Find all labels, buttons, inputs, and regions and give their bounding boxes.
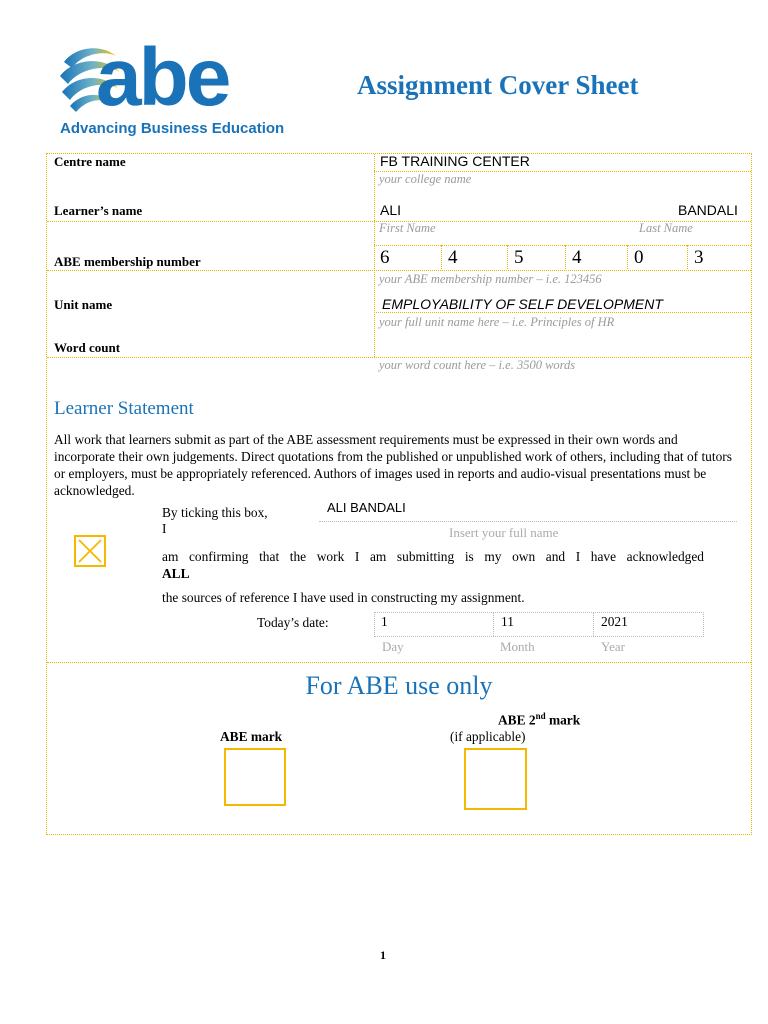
abe-second-mark-suffix: mark [545, 712, 581, 728]
confirm-text: am confirming that the work I am submitting is my own and I have acknowledged [162, 549, 704, 564]
membership-digit[interactable]: 4 [565, 245, 627, 269]
form-table [46, 153, 752, 835]
date-divider [493, 613, 494, 636]
abe-mark-label: ABE mark [220, 729, 283, 744]
row-divider [374, 312, 751, 313]
abe-use-heading: For ABE use only [305, 671, 493, 700]
ticking-text: By ticking this box, [162, 505, 268, 520]
abe-logo [58, 32, 308, 140]
membership-number-boxes[interactable] [374, 245, 753, 270]
word-count-hint: your word count here – i.e. 3500 words [379, 358, 576, 372]
confirm-all: ALL [162, 566, 190, 581]
unit-name-hint: your full unit name here – i.e. Principles of HR [379, 315, 615, 329]
first-name-field[interactable]: ALI [380, 202, 402, 218]
learner-statement-heading: Learner Statement [54, 398, 194, 419]
sources-text: the sources of reference I have used in constructing my assignment. [162, 590, 525, 605]
date-month-hint: Month [500, 639, 535, 654]
centre-name-hint: your college name [379, 172, 472, 186]
unit-name-label: Unit name [54, 297, 113, 312]
membership-number-label: ABE membership number [54, 254, 201, 269]
membership-digit[interactable]: 4 [441, 245, 503, 269]
date-day-field[interactable]: 1 [381, 614, 388, 629]
abe-second-mark-sup: nd [535, 711, 546, 721]
date-divider [593, 613, 594, 636]
full-name-hint: Insert your full name [449, 525, 559, 540]
abe-second-mark-prefix: ABE 2 [498, 712, 536, 728]
first-name-hint: First Name [379, 221, 436, 235]
date-label: Today’s date: [257, 615, 329, 630]
membership-digit[interactable]: 5 [507, 245, 565, 269]
row-divider [47, 270, 751, 271]
row-divider [47, 662, 751, 663]
full-name-field[interactable]: ALI BANDALI [327, 500, 406, 515]
date-day-hint: Day [382, 639, 404, 654]
logo-word: abe [96, 32, 229, 123]
if-applicable-text: (if applicable) [450, 729, 526, 744]
membership-number-hint: your ABE membership number – i.e. 123456 [379, 272, 602, 286]
date-boxes[interactable] [374, 612, 704, 637]
membership-digit[interactable]: 6 [380, 247, 390, 268]
word-count-field[interactable] [380, 338, 680, 354]
logo-tagline: Advancing Business Education [60, 120, 285, 137]
membership-digit[interactable]: 0 [627, 245, 687, 269]
abe-mark-box[interactable] [224, 748, 286, 806]
learner-name-label: Learner’s name [54, 203, 143, 218]
check-cross-icon [76, 537, 104, 565]
confirmation-checkbox[interactable] [74, 535, 106, 567]
learner-statement-text: All work that learners submit as part of the ABE assessment requirements must be expressed in their own words and incorporate their own judgements. Direct quotations from the published or unpublished work of others, including that of tutors or employers, must be appropriately referenced. Authors of images used in reports and audio-visual presentations must be acknowledged. [54, 432, 732, 498]
page-title: Assignment Cover Sheet [357, 70, 639, 100]
abe-second-mark-label [498, 711, 580, 728]
abe-second-mark-box[interactable] [464, 748, 527, 810]
unit-name-field[interactable]: EMPLOYABILITY OF SELF DEVELOPMENT [382, 296, 663, 312]
centre-name-label: Centre name [54, 154, 126, 169]
date-year-hint: Year [601, 639, 625, 654]
date-year-field[interactable]: 2021 [601, 614, 628, 629]
last-name-field[interactable]: BANDALI [678, 202, 738, 218]
date-month-field[interactable]: 11 [501, 614, 514, 629]
centre-name-field[interactable]: FB TRAINING CENTER [380, 153, 530, 169]
page-number: 1 [380, 948, 386, 962]
last-name-hint: Last Name [639, 221, 693, 235]
ticking-text-i: I [162, 521, 167, 536]
word-count-label: Word count [54, 340, 121, 355]
membership-digit[interactable]: 3 [687, 245, 753, 269]
full-name-underline [319, 521, 737, 522]
